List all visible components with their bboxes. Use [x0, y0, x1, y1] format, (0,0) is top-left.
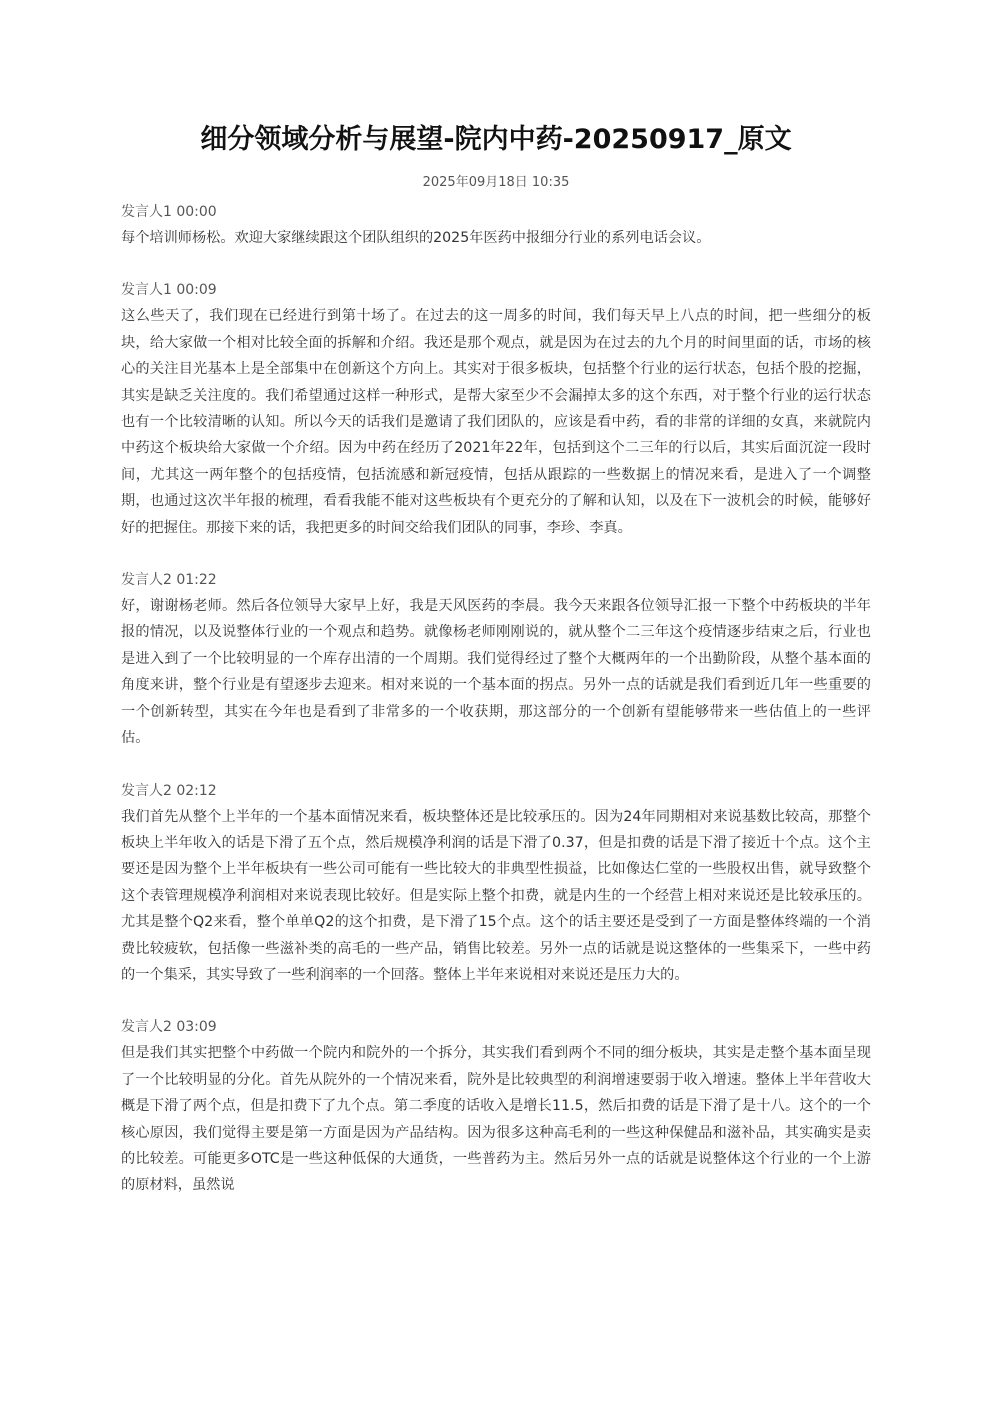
segment-text: 这么些天了，我们现在已经进行到第十场了。在过去的这一周多的时间，我们每天早上八点的时间，把一些细分的板块，给大家做一个相对比较全面的拆解和介绍。我还是那个观点，就是因为在过去的九个月的时间里面的话，市场的核心的关注目光基本上是全部集中在创新这个方向上。其实对于很多板块，包括整个行业的运行状态，包括个股的挖掘，其实是缺乏关注度的。我们希望通过这样一种形式，是帮大家至少不会漏掉太多的这个东西，对于整个行业的运行状态也有一个比较清晰的认知。所以今天的话我们是邀请了我们团队的，应该是看中药，看的非常的详细的女真，来就院内中药这个板块给大家做一个介绍。因为中药在经历了2021年22年，包括到这个二三年的行以后，其实后面沉淀一段时间，尤其这一两年整个的包括疫情，包括流感和新冠疫情，包括从跟踪的一些数据上的情况来看，是进入了一个调整期，也通过这次半年报的梳理，看看我能不能对这些板块有个更充分的了解和认知，以及在下一波机会的时候，能够好好的把握住。那接下来的话，我把更多的时间交给我们团队的同事，李珍、李真。 [121, 308, 871, 536]
speaker-timestamp: 发言人2 01:22 [121, 572, 217, 589]
document-title: 细分领域分析与展望-院内中药-20250917_原文 [200, 124, 792, 155]
segment-text: 但是我们其实把整个中药做一个院内和院外的一个拆分，其实我们看到两个不同的细分板块，其实是走整个基本面呈现了一个比较明显的分化。首先从院外的一个情况来看，院外是比较典型的利润增速要弱于收入增速。整体上半年营收大概是下滑了两个点，但是扣费下了九个点。第二季度的话收入是增长11.5，然后扣费的话是下滑了是十八。这个的一个核心原因，我们觉得主要是第一方面是因为产品结构。因为很多这种高毛利的一些这种保健品和滋补品，其实确实是卖的比较差。可能更多OTC是一些这种低保的大通货，一些普药为主。然后另外一点的话就是说整体这个行业的一个上游的原材料，虽然说 [121, 1045, 871, 1194]
speaker-timestamp: 发言人1 00:09 [121, 282, 217, 299]
segment-text: 每个培训师杨松。欢迎大家继续跟这个团队组织的2025年医药中报细分行业的系列电话会议。 [121, 230, 711, 246]
transcript-segment [121, 1014, 871, 1198]
transcript-body [121, 199, 871, 1225]
speaker-timestamp: 发言人2 02:12 [121, 782, 217, 799]
speaker-timestamp: 发言人2 03:09 [121, 1019, 217, 1036]
transcript-segment [121, 277, 871, 541]
transcript-segment [121, 199, 871, 251]
transcript-segment [121, 778, 871, 989]
segment-text: 好，谢谢杨老师。然后各位领导大家早上好，我是天风医药的李晨。我今天来跟各位领导汇报一下整个中药板块的半年报的情况，以及说整体行业的一个观点和趋势。就像杨老师刚刚说的，就从整个二三年这个疫情逐步结束之后，行业也是进入到了一个比较明显的一个库存出清的一个周期。我们觉得经过了整个大概两年的一个出勤阶段，从整个基本面的角度来讲，整个行业是有望逐步去迎来。相对来说的一个基本面的拐点。另外一点的话就是我们看到近几年一些重要的一个创新转型，其实在今年也是看到了非常多的一个收获期，那这部分的一个创新有望能够带来一些估值上的一些评估。 [121, 598, 871, 747]
segment-text: 我们首先从整个上半年的一个基本面情况来看，板块整体还是比较承压的。因为24年同期相对来说基数比较高，那整个板块上半年收入的话是下滑了五个点，然后规模净利润的话是下滑了0.37，但是扣费的话是下滑了接近十个点。这个主要还是因为整个上半年板块有一些公司可能有一些比较大的非典型性损益，比如像达仁堂的一些股权出售，就导致整个这个表管理规模净利润相对来说表现比较好。但是实际上整个扣费，就是内生的一个经营上相对来说还是比较承压的。尤其是整个Q2来看，整个单单Q2的这个扣费，是下滑了15个点。这个的话主要还是受到了一方面是整体终端的一个消费比较疲软，包括像一些滋补类的高毛的一些产品，销售比较差。另外一点的话就是说这整体的一些集采下，一些中药的一个集采，其实导致了一些利润率的一个回落。整体上半年来说相对来说还是压力大的。 [121, 808, 871, 983]
transcript-segment [121, 567, 871, 751]
speaker-timestamp: 发言人1 00:00 [121, 204, 217, 220]
document-date: 2025年09月18日 10:35 [422, 175, 570, 190]
